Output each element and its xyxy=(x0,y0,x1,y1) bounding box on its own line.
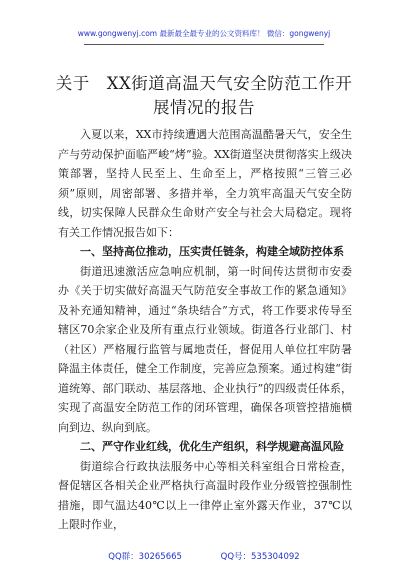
site-header-banner: www.gongwenyj.com 最新最全最专业的公文资料库！ 微信：gongwenyj xyxy=(77,29,331,38)
footer-contact xyxy=(0,550,408,562)
document-title: 关于 XX街道高温天气安全防范工作开展情况的报告 xyxy=(55,74,353,117)
section-heading: 一、坚持高位推动，压实责任链条，构建全域防控体系 xyxy=(80,245,344,258)
body-paragraph: 街道迅速激活应急响应机制，第一时间传达贯彻市安委办《关于切实做好高温天气防范安全事故工作的紧急通知》及补充通知精神，通过“条块结合”方式，将工作要求传导至辖区70余家企业及所有重点行业领域。街道各行业部门、村（社区）严格履行监管与属地责任，督促用人单位扛牢防暑降温主体责任，健全工作制度，完善应急预案。通过构建“街道统筹、部门联动、基层落地、企业执行”的四级责任体系，实现了高温安全防范工作的闭环管理，确保各项管控措施横向到边、纵向到底。 xyxy=(58,264,352,434)
qq-number: QQ号：535304092 xyxy=(220,552,300,562)
qq-group-number: QQ群：30265665 xyxy=(108,552,182,562)
header-divider xyxy=(84,44,324,45)
document-body xyxy=(58,125,352,535)
body-paragraph: 街道综合行政执法服务中心等相关科室组合日常检查，督促辖区各相关企业严格执行高温时段作业分级管控强制性措施，即气温达40℃以上一律停止室外露天作业，37℃以上限时作业， xyxy=(58,459,352,531)
section-heading: 二、严守作业红线，优化生产组织，科学规避高温风险 xyxy=(80,440,344,453)
body-paragraph: 入夏以来，XX市持续遭遇大范围高温酷暑天气，安全生产与劳动保护面临严峻“烤”验。XX街道坚决贯彻落实上级决策部署，坚持人民至上、生命至上，严格按照“三管三必须”原则，周密部署、多措并举，全力筑牢高温天气安全防线，切实保障人民群众生命财产安全与社会大局稳定。现将有关工作情况报告如下： xyxy=(58,128,352,239)
